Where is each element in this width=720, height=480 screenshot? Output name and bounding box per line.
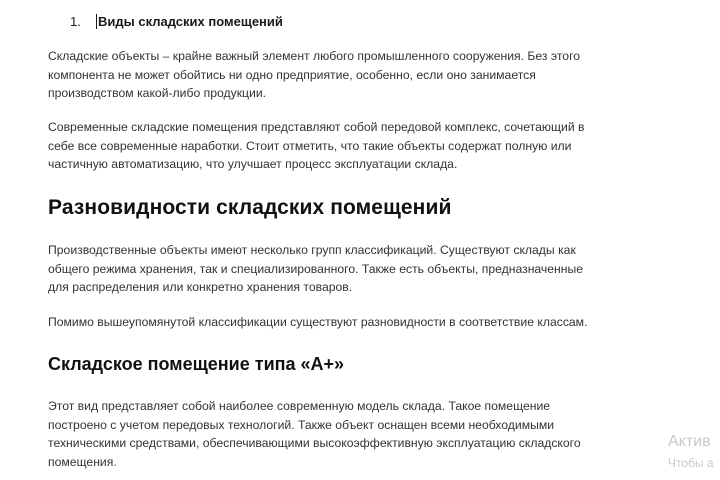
paragraph-intro <box>48 47 580 103</box>
paragraph-modern-warehouses <box>48 118 585 174</box>
watermark-line: Чтобы а <box>668 456 714 470</box>
paragraph-classification <box>48 241 583 297</box>
numbered-list-heading <box>70 14 283 29</box>
watermark-line: Актив <box>668 433 711 450</box>
paragraph-line: помещения. <box>48 454 117 469</box>
paragraph-line: Этот вид представляет собой наиболее современную модель склада. Такое помещение <box>48 399 551 413</box>
paragraph-line: производством какой-либо продукции. <box>48 86 267 100</box>
paragraph-line: Современные складские помещения представляют собой передовой комплекс, сочетающий в <box>48 120 585 134</box>
paragraph-line: для распределения или конкретно хранения товаров. <box>48 280 353 294</box>
paragraph-line: техническими средствами, обеспечивающими высокоэффективную эксплуатацию складского <box>48 436 581 450</box>
paragraph-type-a-plus <box>48 397 581 471</box>
list-heading-text: Виды складских помещений <box>98 14 283 29</box>
paragraph-line: частичную автоматизацию, что улучшает процесс эксплуатации склада. <box>48 157 458 171</box>
paragraph-line: Производственные объекты имеют несколько групп классификаций. Существуют склады как <box>48 243 576 257</box>
paragraph-line: Складские объекты – крайне важный элемент любого промышленного сооружения. Без этого <box>48 49 581 63</box>
list-number: 1. <box>70 14 81 29</box>
section-heading: Разновидности складских помещений <box>48 196 452 219</box>
paragraph-line: построено с учетом передовых технологий. Также объект оснащен всеми необходимыми <box>48 417 555 432</box>
paragraph-line: компонента не может обойтись ни одно предприятие, особенно, если оно занимается <box>48 67 536 82</box>
subsection-heading: Складское помещение типа «А+» <box>48 354 345 374</box>
paragraph-varieties <box>48 313 587 332</box>
paragraph-line: общего режима хранения, так и специализированного. Также есть объекты, предназначенные <box>48 261 584 276</box>
paragraph-line: себе все современные наработки. Стоит отметить, что такие объекты содержат полную или <box>48 138 572 153</box>
windows-activation-watermark <box>668 432 714 472</box>
paragraph-line: Помимо вышеупомянутой классификации существуют разновидности в соответствие классам. <box>48 315 588 329</box>
